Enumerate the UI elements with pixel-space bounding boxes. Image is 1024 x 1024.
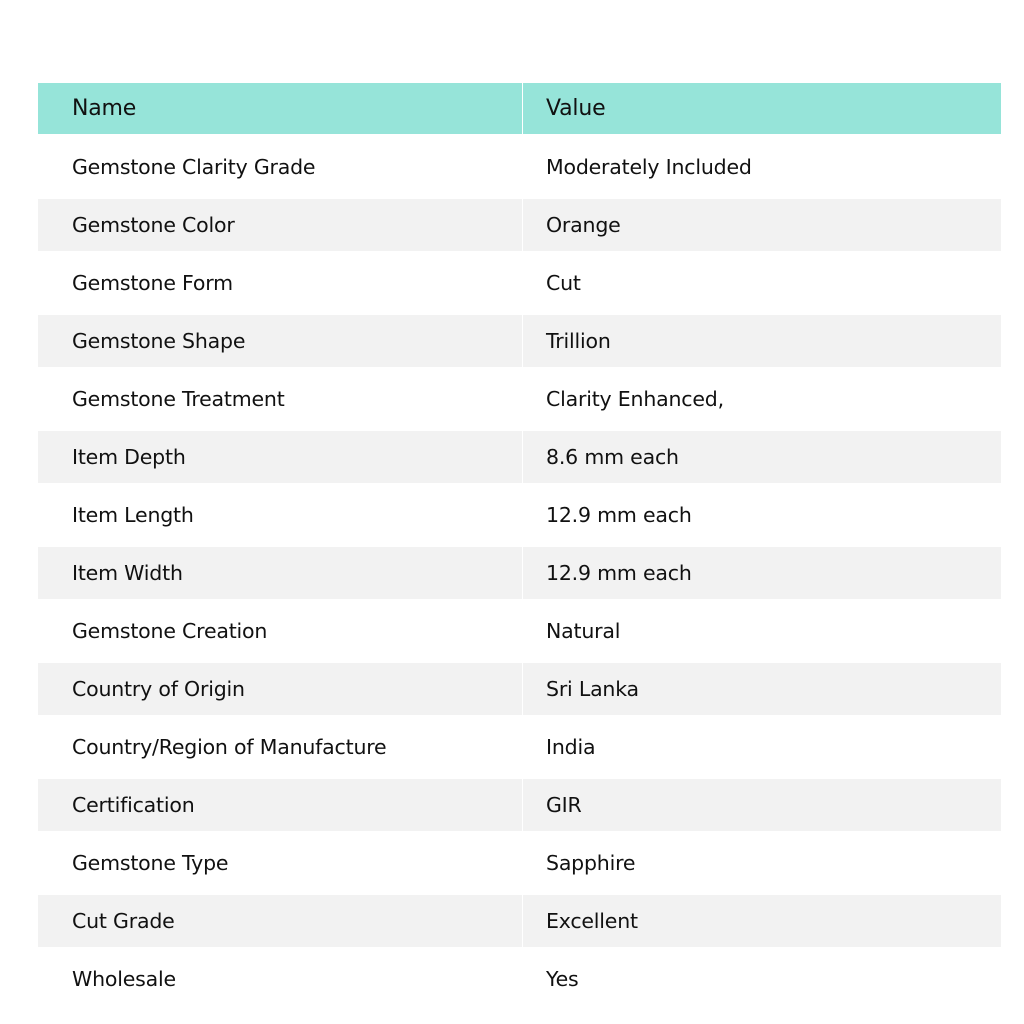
table-row [38, 257, 1001, 309]
row-name: Gemstone Treatment [38, 373, 523, 425]
table-row [38, 431, 1001, 483]
table-row [38, 663, 1001, 715]
row-value: 8.6 mm each [523, 431, 1001, 483]
row-value: Excellent [523, 895, 1001, 947]
column-header-name: Name [38, 83, 523, 134]
table-row [38, 373, 1001, 425]
table-row [38, 199, 1001, 251]
row-value: 12.9 mm each [523, 547, 1001, 599]
row-value: Cut [546, 271, 581, 295]
row-name: Gemstone Clarity Grade [38, 141, 523, 193]
table-row [38, 779, 1001, 831]
row-value: India [546, 735, 596, 759]
table-row [38, 547, 1001, 599]
row-name: Item Depth [38, 431, 523, 483]
row-name: Country of Origin [38, 663, 523, 715]
table-row [38, 605, 1001, 657]
table-row [38, 315, 1001, 367]
column-header-value: Value [523, 83, 1001, 134]
row-value: Sapphire [546, 851, 636, 875]
row-name: Item Length [38, 489, 523, 541]
row-value: Yes [546, 967, 579, 991]
table-row [38, 721, 1001, 773]
table-header-row [38, 83, 1001, 134]
specifications-table [38, 83, 1001, 1011]
row-name: Gemstone Creation [38, 605, 523, 657]
row-name: Gemstone Form [38, 257, 523, 309]
row-value: Moderately Included [546, 155, 752, 179]
row-name: Gemstone Type [38, 837, 523, 889]
row-name: Wholesale [38, 953, 523, 1005]
table-row [38, 141, 1001, 193]
row-name: Item Width [38, 547, 523, 599]
row-name: Certification [38, 779, 523, 831]
table-row [38, 895, 1001, 947]
table-row [38, 953, 1001, 1005]
row-value: GIR [523, 779, 1001, 831]
row-value: Orange [523, 199, 1001, 251]
row-value: 12.9 mm each [546, 503, 692, 527]
table-row [38, 489, 1001, 541]
row-value: Clarity Enhanced, [546, 387, 724, 411]
table-row [38, 837, 1001, 889]
row-name: Gemstone Color [38, 199, 523, 251]
row-name: Gemstone Shape [38, 315, 523, 367]
row-value: Natural [546, 619, 621, 643]
row-name: Country/Region of Manufacture [38, 721, 523, 773]
row-name: Cut Grade [38, 895, 523, 947]
row-value: Sri Lanka [523, 663, 1001, 715]
row-value: Trillion [523, 315, 1001, 367]
